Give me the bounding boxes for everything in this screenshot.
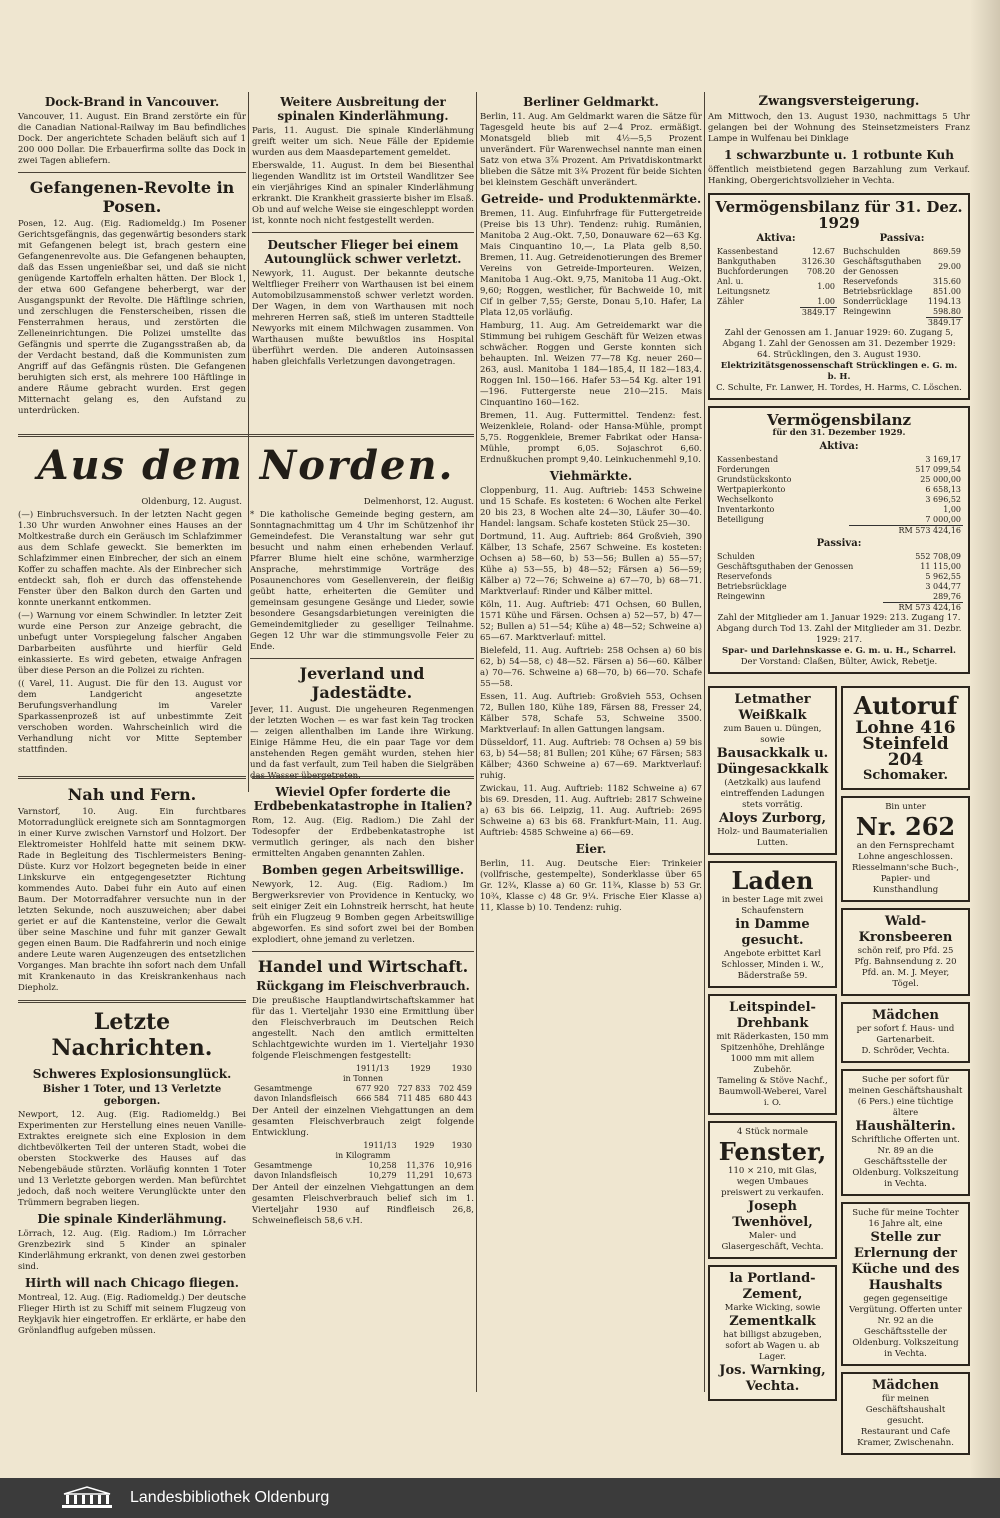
divider: [252, 776, 474, 779]
ad-title: Nr. 262: [855, 812, 956, 841]
article-text: Cloppenburg, 11. Aug. Auftrieb: 1453 Schweine und 15 Schafe. Es kosteten: 6 Wochen alte Ferkel 20 bis 23, 8 Wochen alte 24—30, Läufer 30—40. Handel: langsam. Schafe kosteten Stück 25—30.: [480, 486, 702, 529]
article-text: (—) Einbruchsversuch. In der letzten Nacht gegen 1.30 Uhr wurden Anwohner eines Hauses an der Moltkestraße durch ein Geräusch im Schlafzimmer aus dem Schlafe geweckt. Sie bemerkten im Schlafzimmer einen Einbrecher, der sich an einem Koffer zu schaffen machte. Als der Einbrecher sich entdeckt sah, floh er durch das offenstehende Fenster über den Balkon durch den Garten und konnte unerkannt entkommen.: [18, 510, 242, 608]
passiva-table: [715, 552, 963, 613]
aus-dem-norden-section: [18, 434, 474, 781]
table-total: 3849.17: [801, 308, 835, 317]
table-row: [252, 1161, 474, 1171]
divider: [252, 951, 474, 952]
table-row: [252, 1094, 474, 1104]
table-row: [715, 267, 837, 277]
table-cell: Kassenbestand: [717, 455, 779, 464]
ad-name: D. Schröder, Vechta.: [861, 1046, 950, 1056]
ad-title: Bausackkalk u. Düngesackkalk: [716, 746, 829, 777]
library-footer: [0, 1478, 1000, 1518]
per-capita-table: [252, 1141, 474, 1181]
article-text: Posen, 12. Aug. (Eig. Radiomeldg.) Im Posener Gerichtsgefängnis, das gegenwärtig besonders stark mit Gefangenen belegt ist, brach gestern eine Gefangenenrevolte aus. Die Gefangenen behaupten, daß das Essen ungenießbar sei, und daß sie nicht genügende Kartoffeln erhalten hätten. Der Block 1, der etwa 600 Gefangene beherbergt, war der Ausgangspunkt der Revolte. Die Häftlinge schrien, und zerschlugen die Fensterscheiben, rissen die Fensterrahmen heraus, und zerstörten die Zelleneinrichtungen. Die Polizei umstellte das Gefängnis und sperrte die Zugangsstraßen ab, da der Verdacht bestand, daß die Kommunisten zum Angriff auf das Gefängnis rüsten. Die Gefangenen beruhigten sich erst, als mehrere 100 Häftlinge in andere Räume gebracht wurden. Erst gegen Mitternacht gelang es, den Aufstand zu unterdrücken.: [18, 219, 246, 416]
table-cell: Reservefonds: [717, 572, 772, 581]
ad-text: für meinen Geschäftshaushalt gesucht.: [865, 1394, 946, 1426]
table-total: RM 573 424,16: [883, 603, 963, 614]
headline: Die spinale Kinderlähmung.: [37, 1212, 227, 1226]
table-row: [715, 455, 963, 465]
table-row: [715, 505, 963, 515]
ad-text: an den Fernsprechamt Lohne angeschlossen. Riesselmann'sche Buch-, Papier- und Kunsthandlung: [852, 841, 959, 895]
article-text: (—) Warnung vor einem Schwindler. In letzter Zeit wurde eine Person zur Anzeige gebracht, die unbefugt unter Vorspiegelung falscher Angaben Darbarbeiten ausführte und hierfür Geld einkassierte. Es wird gebeten, etwaige Anfragen über diese Person an die Polizei zu richten.: [18, 611, 242, 676]
table-row: [841, 277, 963, 287]
ad-text: (Aetzkalk) aus laufend eintreffenden Ladungen stets vorrätig.: [720, 778, 825, 810]
headline: Nah und Fern.: [67, 785, 197, 804]
table-row: [715, 572, 963, 582]
ad-text: Bin unter: [885, 802, 926, 812]
table-row: [841, 287, 963, 297]
balance-subtitle: für den 31. Dezember 1929.: [772, 428, 906, 438]
ad-stelle: [841, 1202, 970, 1366]
ad-text: 4 Stück normale: [737, 1127, 808, 1137]
table-cell: 1929: [413, 1141, 435, 1150]
table-cell: Forderungen: [717, 465, 770, 474]
divider: [18, 776, 246, 779]
table-cell: 680 443: [438, 1094, 472, 1103]
table-row: [715, 515, 963, 526]
aktiva-label: Aktiva:: [756, 233, 796, 244]
table-cell: Sonderrücklage: [843, 297, 908, 306]
ad-text: per sofort f. Haus- und Gartenarbeit.: [856, 1024, 955, 1045]
headline: Viehmärkte.: [549, 469, 633, 483]
article-text: Bremen, 11. Aug. Einfuhrfrage für Futtergetreide (Preise bis 13 Uhr). Tendenz: ruhig. Rumänien, Manitoba 2 Aug.-Okt. 7,50, Donauware 62—63 Kg. Mais Cinquantino 10,—, La Plata gelb 8,50. Bremen, 11. Aug. Getreidenotierungen des Bremer Vereins von Getreide-Importeuren. Weizen, Manitoba 1 Aug.-Okt. 9,75, Manitoba 11 Aug.-Okt. 9,60; Roggen, westlicher, für Bachweide 10, mit Cif in gelber 7,55; Gerste, Donau 5,10. Hafer, La Plata 12,05 vorläufig.: [480, 209, 702, 318]
divider: [18, 172, 246, 173]
page-edge-shadow: [970, 0, 1000, 1478]
article-text: Essen, 11. Aug. Auftrieb: Großvieh 553, Ochsen 72, Bullen 180, Kühe 189, Färsen 88, Fresser 24, Kälber 578, Schafe 53, Schweine 3500. Marktverlauf: In allen Gattungen langsam.: [480, 692, 702, 735]
balance-title: Vermögensbilanz: [767, 411, 911, 429]
table-row: [715, 582, 963, 592]
divider: [250, 658, 474, 659]
article-text: Die preußische Hauptlandwirtschaftskammer hat für das 1. Vierteljahr 1930 eine Ermittlung über den Fleischverbrauch im Deutschen Reich angestellt. Nach den amtlich ermittelten Schlachtgewichte wurden im 1. Vierteljahr 1930 folgende Fleischmengen festgestellt:: [252, 996, 474, 1061]
article-text: Eberswalde, 11. August. In dem bei Biesenthal liegenden Wandlitz ist im Ortsteil Wandlitzer See ein vierjähriges Kind an spinaler Kinderlähmung erkrankt. Die Krankheit grassierte bisher im Elsaß. Ob und auf welche Weise sie eingeschleppt worden ist, konnte noch nicht festgestellt werden.: [252, 161, 474, 226]
table-cell: 1929: [410, 1064, 431, 1073]
ad-maedchen-2: [841, 1372, 970, 1455]
ad-title: Letmather Weißkalk: [734, 692, 811, 723]
ad-name: Restaurant und Cafe Kramer, Zwischenahn.: [857, 1427, 954, 1448]
library-name[interactable]: Landesbibliothek Oldenburg: [130, 1489, 330, 1506]
ad-text: hat billigst abzugeben, sofort ab Wagen u. ab Lager.: [723, 1330, 822, 1362]
table-unit: in Kilogramm: [335, 1151, 391, 1160]
article-text: Zwickau, 11. Aug. Auftrieb: 1182 Schweine a) 67 bis 69. Dresden, 11. Aug. Auftrieb: 2817 Schweine a) 63 bis 66. Leipzig, 11. Aug. Auftrieb: 2695 Schweine a) 63 bis 68. Frankfurt-Main, 11. Aug. Auftrieb: 4585 Schweine a) 66—69.: [480, 784, 702, 838]
table-cell: 3 169,17: [925, 455, 961, 464]
ad-title: la Portland-Zement,: [729, 1271, 816, 1302]
ad-text: mit Räderkasten, 150 mm Spitzenhöhe, Drehlänge 1000 mm mit allem Zubehör.: [716, 1032, 829, 1075]
table-cell: Reservefonds: [843, 277, 898, 286]
ad-text: in Damme gesucht.: [735, 917, 810, 948]
column-rule: [704, 92, 705, 1392]
balance-sheet-1: [708, 193, 970, 400]
table-row: [715, 247, 837, 257]
ad-name: Schomaker.: [862, 768, 949, 783]
table-row: [715, 552, 963, 562]
column-3: [480, 92, 702, 1470]
column-rule: [476, 92, 477, 1392]
article-text: Bielefeld, 11. Aug. Auftrieb: 258 Ochsen a) 60 bis 62, b) 54—58, c) 48—52. Färsen a) 56—60. Kälber a) 70—76. Schweine a) 68—70, b) 66—70. Schafe 55—58.: [480, 646, 702, 689]
table-cell: 1911/13: [363, 1141, 397, 1150]
table-cell: 11,376: [406, 1161, 435, 1170]
ad-text: Marke Wicking, sowie: [724, 1303, 821, 1313]
table-row: [715, 308, 837, 319]
table-cell: 10,916: [444, 1161, 472, 1170]
table-cell: Reingewinn: [843, 307, 892, 317]
headline: Jeverland und Jadestädte.: [299, 664, 425, 702]
column-2-bottom: [252, 770, 474, 1470]
dateline: Oldenburg, 12. August.: [141, 497, 242, 507]
table-cell: [252, 1064, 350, 1074]
table-unit: in Tonnen: [343, 1074, 383, 1083]
ad-kronsbeeren: [841, 908, 970, 996]
article-text: Dortmund, 11. Aug. Auftrieb: 864 Großvieh, 390 Kälber, 13 Schafe, 2567 Schweine. Es kosteten: Ochsen a) 58—60, b) 53—56; Bullen a) 55—57; Kühe a) 53—55, b) 48—52; Färsen a) 56—59; Kälber a) 72—76; Schweine a) 67—70, b) 68—71. Marktverlauf: Rinder und Kälber mittel.: [480, 532, 702, 597]
table-cell: 10,673: [444, 1171, 472, 1180]
table-total: 3849.17: [927, 318, 961, 327]
passiva-table: [841, 247, 963, 328]
passiva-label: Passiva:: [816, 538, 862, 549]
section-title: Letzte Nachrichten.: [51, 1009, 213, 1061]
table-cell: Wechselkonto: [717, 495, 774, 504]
table-row: [841, 257, 963, 277]
article-text: Lörrach, 12. Aug. (Eig. Radiom.) Im Lörracher Grenzbezirk sind 5 Kinder an spinaler Kinderlähmung erkrankt, von denen zwei gestorben sind.: [18, 1229, 246, 1272]
table-cell: 3 044,77: [925, 582, 961, 591]
aktiva-label: Aktiva:: [819, 441, 859, 452]
headline: Gefangenen-Revolte in Posen.: [29, 178, 235, 216]
passiva-label: Passiva:: [879, 233, 925, 244]
ad-phone: Steinfeld 204: [862, 734, 949, 770]
table-cell: 1911/13: [355, 1064, 390, 1073]
headline: Weitere Ausbreitung der spinalen Kinderlähmung.: [277, 95, 449, 123]
table-cell: 677 920: [356, 1084, 390, 1093]
ad-text: in bester Lage mit zwei Schaufenstern: [721, 895, 824, 916]
ad-text: zum Bauen u. Düngen, sowie: [723, 724, 822, 745]
table-cell: Buchschulden: [843, 247, 901, 256]
column-1-top: [18, 92, 246, 432]
table-row: [715, 495, 963, 505]
headline: Zwangsversteigerung.: [758, 94, 920, 109]
article-text: (( Varel, 11. August. Die für den 13. August vor dem Landgericht angesetzte Berufungsverhandlung im Vareler Sparkassenprozeß ist auf unbestimmte Zeit verschoben worden. Wahrscheinlich wird die Verhandlung nicht vor Mitte September stattfinden.: [18, 679, 242, 755]
table-cell: 11 115,00: [920, 562, 961, 571]
table-cell: 1930: [451, 1141, 472, 1150]
table-cell: 666 584: [356, 1094, 390, 1103]
subheadline: Bisher 1 Toter, und 13 Verletzte geborgen.: [42, 1084, 222, 1107]
table-cell: Wertpapierkonto: [717, 485, 786, 494]
table-cell: Beteiligung: [717, 515, 764, 525]
table-cell: Inventarkonto: [717, 505, 775, 514]
ad-phone: Lohne 416: [855, 718, 956, 738]
table-row: [841, 318, 963, 329]
table-cell: Betriebsrücklage: [717, 582, 787, 591]
article-text: Bremen, 11. Aug. Futtermittel. Tendenz: fest. Weizenkleie, Roland- oder Hansa-Mühle, prompt 5,75. Roggenkleie, Bremer Fabrikat oder Hansa-Mühle, prompt 6,05. Sojaschrot 6,60. Erdnußkuchen prompt 9,40. Leinkuchenmehl 9,10.: [480, 411, 702, 465]
article-text: Rom, 12. Aug. (Eig. Radiom.) Die Zahl der Todesopfer der Erdbebenkatastrophe ist vermutlich geringer, als nach den bisher ermittelten Angaben genannten Zahlen.: [252, 816, 474, 859]
table-cell: Buchforderungen: [717, 267, 789, 276]
table-cell: 1930: [451, 1064, 472, 1073]
divider: [18, 1000, 246, 1003]
aktiva-table: [715, 247, 837, 318]
table-cell: 3 696,52: [925, 495, 961, 504]
ad-name: Aloys Zurborg,: [718, 811, 827, 826]
headline: Rückgang im Fleischverbrauch.: [256, 979, 470, 993]
table-cell: 517 099,54: [915, 465, 961, 474]
table-cell: 29.00: [938, 262, 961, 271]
ad-text: 110 × 210, mit Glas, wegen Umbaues preiswert zu verkaufen.: [721, 1166, 824, 1198]
notice-highlight: 1 schwarzbunte u. 1 rotbunte Kuh: [723, 148, 955, 162]
ad-text: schön reif, pro Pfd. 25 Pfg. Bahnsendung z. 20 Pfd. an. M. J. Meyer, Tögel.: [854, 946, 957, 989]
aktiva-table: [715, 455, 963, 536]
table-cell: 12.67: [812, 247, 835, 256]
divider: [252, 232, 474, 233]
table-cell: 10,258: [368, 1161, 397, 1170]
balance-org: Elektrizitätsgenossenschaft Strücklingen e. G. m. b. H.: [720, 361, 958, 382]
table-row: [252, 1084, 474, 1094]
ad-title: Haushälterin.: [855, 1119, 956, 1134]
article-text: Düsseldorf, 11. Aug. Auftrieb: 78 Ochsen a) 59 bis 63, b) 54—58; 81 Bullen; 201 Kühe; 67 Färsen; 583 Kälber; 4360 Schweine a) 67—69. Marktverlauf: ruhig.: [480, 738, 702, 781]
dateline: Delmenhorst, 12. August.: [363, 497, 474, 507]
meat-consumption-table: [252, 1064, 474, 1104]
article-text: Montreal, 12. Aug. (Eig. Radiomeldg.) Der deutsche Flieger Hirth ist zu Schiff mit seinem Flugzeug von Reykjavik hier eingetroffen. Er erklärte, er habe den Grönlandflug aufgeben müssen.: [18, 1293, 246, 1336]
balance-sheet-2: [708, 406, 970, 674]
table-cell: Gesamtmenge: [254, 1161, 313, 1170]
headline: Eier.: [575, 842, 607, 856]
table-cell: Grundstückskonto: [717, 475, 792, 484]
table-row: [841, 307, 963, 318]
ad-title: Mädchen: [872, 1008, 939, 1023]
ad-title: Mädchen: [872, 1378, 939, 1393]
table-header-row: [252, 1064, 474, 1074]
table-cell: 6 658,13: [925, 485, 961, 494]
headline: Schweres Explosionsunglück.: [32, 1067, 232, 1081]
article-text: Jever, 11. August. Die ungeheuren Regenmengen der letzten Wochen — es war fast kein Tag trocken — zeigen allenthalben im Lande ihre Wirkung. Einige Hämme Heu, die ein paar Tage vor dem anstehenden Regen gemäht wurden, stehen hier und da fast verfault, zum Teil haben die Sielgräben das Wasser übergetreten.: [250, 705, 474, 781]
table-cell: 851.00: [933, 287, 961, 296]
table-row: [841, 247, 963, 257]
table-row: [715, 562, 963, 572]
article-text: Newport, 12. Aug. (Eig. Radiomeldg.) Bei Experimenten zur Herstellung eines neuen Vanille-Extraktes ereignete sich eine Explosion in dem dichtbevölkerten Teil der unteren Stadt, wobei die obersten Stockwerke des Hauses auf das Nebengebäude stürzten. Vorläufig konnten 1 Toter und 13 Verletzte geborgen werden. Man befürchtet jedoch, daß noch weitere Verunglückte unter den Trümmern begraben liegen.: [18, 1110, 246, 1208]
ad-title: Leitspindel-Drehbank: [729, 1000, 816, 1031]
ad-laden: [708, 861, 837, 988]
article-text: Paris, 11. August. Die spinale Kinderlähmung greift weiter um sich. Neue Fälle der Epidemie wurden aus dem Maasdepartement gemeldet.: [252, 126, 474, 158]
section-banner-title: Aus dem Norden.: [37, 442, 455, 489]
table-cell: 315.60: [933, 277, 961, 286]
ad-text: gegen gegenseitige Vergütung. Offerten unter Nr. 92 an die Geschäftsstelle der Oldenburg. Volkszeitung in Vechta.: [849, 1294, 962, 1359]
article-text: Der Anteil der einzelnen Viehgattungen an dem gesamten Fleischverbrauch belief sich im 1. Vierteljahr 1930 auf Rindfleisch 26,8, Schweinefleisch 58,6 v.H.: [252, 1183, 474, 1226]
table-cell: Zähler: [717, 297, 744, 307]
ad-title: Zementkalk: [729, 1314, 816, 1329]
ad-text: Holz- und Baumaterialien Lutten.: [717, 827, 828, 848]
table-cell: [252, 1141, 355, 1151]
table-cell: Kassenbestand: [717, 247, 779, 256]
ad-zement: [708, 1265, 837, 1401]
table-cell: davon Inlandsfleisch: [254, 1171, 338, 1180]
table-cell: Gesamtmenge: [254, 1084, 313, 1093]
headline: Hirth will nach Chicago fliegen.: [25, 1276, 239, 1290]
headline: Deutscher Flieger bei einem Autounglück schwer verletzt.: [264, 238, 462, 266]
ad-text: Maler- und Glasergeschäft, Vechta.: [721, 1231, 824, 1252]
balance-org: Spar- und Darlehnskasse e. G. m. u. H., Scharrel.: [722, 646, 956, 656]
ad-title: Wald-Kronsbeeren: [858, 914, 953, 945]
ad-text: Suche per sofort für meinen Geschäftshaushalt (6 Pers.) eine tüchtige ältere: [848, 1075, 963, 1118]
table-row: [715, 592, 963, 603]
article-text: Berlin, 11. Aug. Deutsche Eier: Trinkeier (vollfrische, gestempelte), Sonderklasse über 65 Gr. 12¾, Klasse a) 60 Gr. 11¾, Klasse b) 53 Gr. 10¾, Klasse c) 48 Gr. 9¼. Frische Eier Klasse a) 11, Klasse b) 10. Tendenz: ruhig.: [480, 859, 702, 913]
article-text: Berlin, 11. Aug. Am Geldmarkt waren die Sätze für Tagesgeld heute bis auf 2—4 Proz. ermäßigt. Monatsgeld blieb mit 4½—5,5 Prozent unverändert. Für Warenwechsel nannte man einen Satz von etwa 3⅞ Prozent. Am Privatdiskontmarkt blieben die Sätze mit 3¾ Prozent für beide Sichten bei kleinstem Geschäft unverändert.: [480, 112, 702, 188]
table-cell: 1.00: [817, 297, 835, 306]
article-text: Newyork, 12. Aug. (Eig. Radiom.) Im Bergwerksrevier von Providence in Kentucky, wo seit einiger Zeit ein Lohnstreik herrscht, hat heute früh ein Flugzeug 9 Bomben gegen Arbeitswillige abgeworfen. Es sind sofort zwei bei der Bomben explodiert, ohne jemand zu verletzen.: [252, 880, 474, 945]
notice-text: öffentlich meistbietend gegen Barzahlung zum Verkauf. Hanking, Obergerichtsvollzieher in Vechta.: [708, 165, 970, 186]
headline: Getreide- und Produktenmärkte.: [480, 192, 702, 206]
ad-fenster: [708, 1121, 837, 1259]
library-building-icon: [60, 1485, 114, 1511]
article-text: Der Anteil der einzelnen Viehgattungen an dem gesamten Fleischverbrauch zeigt folgende Entwicklung.: [252, 1106, 474, 1138]
headline: Bomben gegen Arbeitswillige.: [261, 863, 464, 877]
balance-note: Zahl der Genossen am 1. Januar 1929: 60. Zugang 5, Abgang 1. Zahl der Genossen am 31. Dezember 1929: 64. Strücklingen, den 3. August 1930.: [722, 328, 956, 360]
table-cell: Anl. u. Leitungsnetz: [717, 277, 770, 296]
table-row: [715, 485, 963, 495]
ad-text: Suche für meine Tochter 16 Jahre alt, eine: [852, 1208, 959, 1229]
column-4-ads: [708, 92, 970, 1470]
table-cell: 10,279: [368, 1171, 397, 1180]
table-cell: 1,00: [943, 505, 961, 514]
table-cell: 727 833: [397, 1084, 431, 1093]
ad-title: Laden: [731, 866, 814, 895]
table-cell: 711 485: [397, 1094, 431, 1103]
column-2-top: [252, 92, 474, 432]
table-cell: Geschäftsguthaben der Genossen: [717, 562, 854, 571]
headline: Wieviel Opfer forderte die Erdbebenkatastrophe in Italien?: [253, 785, 473, 813]
ad-name: Tameling & Stöve Nachf., Baumwoll-Weberei, Varel i. O.: [717, 1076, 828, 1108]
table-cell: 598.80: [933, 307, 961, 316]
table-row: [715, 257, 837, 267]
table-cell: 552 708,09: [915, 552, 961, 561]
table-cell: Reingewinn: [717, 592, 766, 602]
table-cell: 25 000,00: [920, 475, 961, 484]
table-cell: Geschäftsguthaben der Genossen: [843, 257, 922, 276]
balance-signatures: C. Schulte, Fr. Lanwer, H. Tordes, H. Harms, C. Löschen.: [716, 383, 962, 393]
balance-title: Vermögensbilanz für 31. Dez. 1929: [715, 198, 963, 232]
column-1-bottom: [18, 770, 246, 1470]
table-cell: 5 962,55: [925, 572, 961, 581]
ad-drehbank: [708, 994, 837, 1115]
ad-name: Jos. Warnking, Vechta.: [719, 1363, 826, 1394]
table-cell: 3126.30: [801, 257, 835, 266]
table-row: [841, 297, 963, 307]
table-row: [715, 603, 963, 614]
headline: Berliner Geldmarkt.: [523, 95, 659, 109]
ad-text: Schriftliche Offerten unt. Nr. 89 an die Geschäftsstelle der Oldenburg. Volkszeitung in Vechta.: [851, 1135, 960, 1189]
table-cell: Schulden: [717, 552, 755, 561]
table-cell: 869.59: [933, 247, 961, 256]
table-row: [715, 465, 963, 475]
table-total: RM 573 424,16: [849, 526, 963, 537]
section-title: Handel und Wirtschaft.: [257, 957, 469, 976]
balance-signatures: Der Vorstand: Claßen, Bülter, Awick, Rebetje.: [740, 657, 938, 667]
ad-title: Autoruf: [853, 691, 958, 720]
article-text: * Die katholische Gemeinde beging gestern, am Sonntagnachmittag um 4 Uhr im Schützenhof ihr Gemeindefest. Die Veranstaltung war sehr gut besucht und nahm einen erhebenden Verlauf. Pfarrer Blume hielt eine schöne, warmherzige Ansprache, mehrstimmige Vorträge des Posaunenchores vom Gesellenverein, der fleißig geübt hatte, erheiterten die Gemüter und gemeinsam gesungene Gesänge und Lieder, sowie besondere Gesangsdarbietungen vereinigten die Gemeindemitglieder zu geselliger Teilnahme. Gegen 12 Uhr war die stimmungsvolle Feier zu Ende.: [250, 510, 474, 652]
table-cell: 1194.13: [927, 297, 961, 306]
ad-title: Stelle zur Erlernung der Küche und des Haushalts: [851, 1230, 960, 1293]
table-row: [715, 297, 837, 308]
ad-nr262: [841, 796, 970, 902]
table-cell: 702 459: [438, 1084, 472, 1093]
table-row: [715, 526, 963, 537]
ad-text: Angebote erbittet Karl Schlosser, Minden i. W., Bäderstraße 59.: [721, 949, 824, 981]
table-header-row: [252, 1141, 474, 1151]
table-cell: Betriebsrücklage: [843, 287, 913, 296]
ad-maedchen: [841, 1002, 970, 1063]
ad-weisskalk: [708, 686, 837, 855]
table-cell: 289,76: [933, 592, 961, 601]
article-text: Newyork, 11. August. Der bekannte deutsche Weltflieger Freiherr von Warthausen ist bei einem Automobilzusammenstoß schwer verletzt worden. Der Wagen, in dem von Warthausen mit noch mehreren Herren saß, stieß im unteren Stadtteile Newyorks mit einem Milchwagen zusammen. Von Warthausen mußte bewußtlos ins Hospital überführt werden. Die anderen Autoinsassen haben gleichfalls Verletzungen davongetragen.: [252, 269, 474, 367]
article-text: Hamburg, 11. Aug. Am Getreidemarkt war die Stimmung bei ruhigem Geschäft für Weizen etwas schwächer. Roggen und Gerste konnten sich behaupten. Inl. Weizen 77—78 Kg. neuer 260—263, ausl. Manitoba 1 184—185,4, II 182—183,4. Roggen Inl. 150—166. Hafer 53—54 Kg. alter 191—196. Futtergerste neue 210—215. Mais Cinquantino 160—162.: [480, 321, 702, 408]
table-cell: Bankguthaben: [717, 257, 777, 266]
article-text: Vancouver, 11. August. Ein Brand zerstörte ein für die Canadian National-Railway im Bau befindliches Dock. Der angerichtete Schaden beläuft sich auf 1 200 000 Dollar. Die Erbauerfirma sollte das Dock in zwei Tagen abliefern.: [18, 112, 246, 166]
table-cell: 708.20: [807, 267, 835, 276]
table-cell: 1.00: [817, 282, 835, 291]
table-row: [715, 277, 837, 297]
headline: Dock-Brand in Vancouver.: [44, 95, 220, 109]
ad-name: Joseph Twenhövel,: [732, 1199, 813, 1230]
ad-autoruf: [841, 686, 970, 790]
notice-text: Am Mittwoch, den 13. August 1930, nachmittags 5 Uhr gelangen bei der Wohnung des Steinsetzmeisters Franz Lampe in Wulfenau bei Dinklage: [708, 112, 970, 144]
article-text: Köln, 11. Aug. Auftrieb: 471 Ochsen, 60 Bullen, 1571 Kühe und Färsen. Ochsen a) 52—57, b) 47—52; Bullen a) 51—54; Kühe a) 48—52; Schweine a) 65—67. Marktverlauf: mittel.: [480, 600, 702, 643]
ad-haushaelterin: [841, 1069, 970, 1196]
ad-title: Fenster,: [718, 1137, 827, 1166]
table-cell: 11,291: [406, 1171, 435, 1180]
table-row: [252, 1171, 474, 1181]
article-text: Varnstorf, 10. Aug. Ein furchtbares Motorradunglück ereignete sich am Sonntagmorgen in einer Kurve zwischen Varnstorf und Holzort. Der Elektromeister Hohlfeld hatte mit seinem DKW-Rade in Begleitung des Tischlermeisters Bening-Düste. Kurz vor Holzort begegneten beide in einer Linkskurve ein entgegengesetzter Richtung kommendes Auto. Dabei fuhr ein Auto auf einen Baum. Der Motorradfahrer versuchte nun in der letzten Sekunde, noch auszuweichen; aber dabei geriet er auf die Kantensteine, verlor die Gewalt über seine Maschine und fuhr mit ganzer Gewalt gegen einen Baum. Die Radfahrerin und noch einige andere Leute waren Augenzeugen des entsetzlichen Vorganges. Man brachte ihn sofort nach dem Unfall mit Krankenauto in das Kreiskrankenhaus nach Diepholz.: [18, 807, 246, 993]
table-cell: davon Inlandsfleisch: [254, 1094, 338, 1103]
table-cell: 7 000,00: [925, 515, 961, 524]
table-row: [715, 475, 963, 485]
balance-note: Zahl der Mitglieder am 1. Januar 1929: 213. Zugang 17. Abgang durch Tod 13. Zahl der Mitglieder am 31. Dezbr. 1929: 217.: [716, 613, 962, 645]
